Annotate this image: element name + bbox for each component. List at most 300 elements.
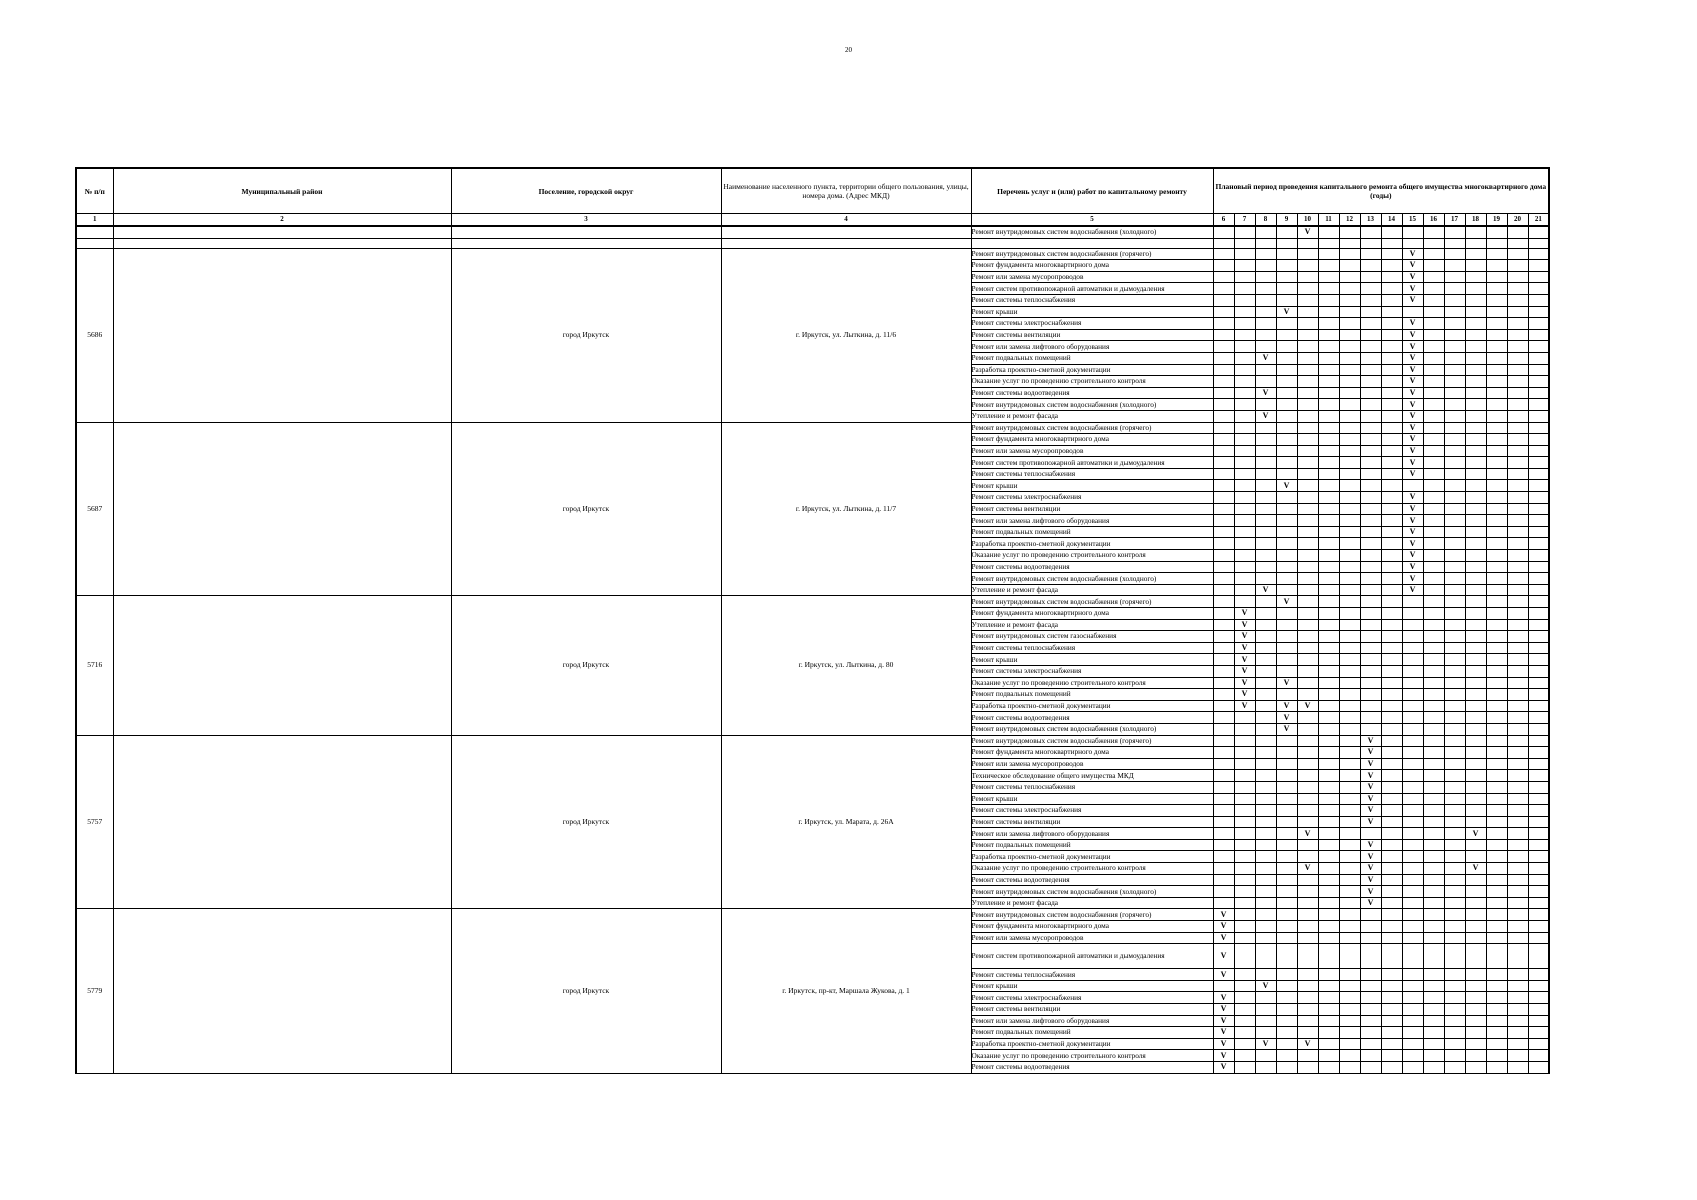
year-cell-9 [1276, 816, 1297, 828]
empty-cell [1339, 238, 1360, 248]
year-cell-7 [1234, 886, 1255, 898]
empty-cell [1234, 238, 1255, 248]
year-cell-20 [1507, 410, 1528, 422]
year-cell-18 [1465, 248, 1486, 260]
year-cell-6 [1213, 712, 1234, 724]
year-cell-14 [1381, 596, 1402, 608]
year-cell-18 [1465, 445, 1486, 457]
year-cell-18 [1465, 468, 1486, 480]
year-cell-14 [1381, 863, 1402, 875]
year-cell-16 [1423, 863, 1444, 875]
year-cell-18 [1465, 619, 1486, 631]
year-cell-16 [1423, 492, 1444, 504]
year-cell-16 [1423, 969, 1444, 981]
year-cell-8 [1255, 445, 1276, 457]
work-item: Ремонт внутридомовых систем водоснабжения (горячего) [971, 248, 1213, 260]
year-cell-20 [1507, 526, 1528, 538]
year-cell-14 [1381, 584, 1402, 596]
year-cell-6 [1213, 980, 1234, 992]
empty-cell [1486, 238, 1507, 248]
empty-cell [1381, 238, 1402, 248]
year-cell-7 [1234, 980, 1255, 992]
year-cell-19 [1486, 805, 1507, 817]
table-row [76, 735, 1549, 747]
year-cell-7: V [1234, 608, 1255, 620]
year-cell-21 [1528, 619, 1549, 631]
year-cell-19 [1486, 992, 1507, 1004]
year-cell-13 [1360, 689, 1381, 701]
year-cell-17 [1444, 805, 1465, 817]
year-cell-14 [1381, 932, 1402, 944]
year-cell-9 [1276, 1027, 1297, 1039]
year-cell-15: V [1402, 248, 1423, 260]
empty-cell [1360, 238, 1381, 248]
work-item: Ремонт крыши [971, 306, 1213, 318]
year-cell-13 [1360, 226, 1381, 238]
table-row [76, 596, 1549, 608]
year-cell-9 [1276, 561, 1297, 573]
municipal-district-cell [113, 422, 451, 596]
year-cell-19 [1486, 781, 1507, 793]
year-cell-17 [1444, 677, 1465, 689]
year-cell-17 [1444, 816, 1465, 828]
empty-cell [451, 226, 721, 238]
year-cell-10 [1297, 969, 1318, 981]
header-works-list: Перечень услуг и (или) работ по капитальному ремонту [971, 168, 1213, 214]
year-cell-21 [1528, 944, 1549, 969]
year-cell-20 [1507, 596, 1528, 608]
year-cell-18 [1465, 399, 1486, 411]
year-cell-12 [1339, 793, 1360, 805]
year-cell-10 [1297, 341, 1318, 353]
year-cell-12 [1339, 863, 1360, 875]
work-item: Ремонт или замена мусоропроводов [971, 932, 1213, 944]
year-cell-15: V [1402, 387, 1423, 399]
year-cell-16 [1423, 608, 1444, 620]
year-cell-17 [1444, 619, 1465, 631]
year-cell-19 [1486, 364, 1507, 376]
year-cell-12 [1339, 944, 1360, 969]
year-cell-10 [1297, 921, 1318, 933]
work-item: Ремонт внутридомовых систем водоснабжения (горячего) [971, 735, 1213, 747]
year-cell-10 [1297, 992, 1318, 1004]
year-cell-20 [1507, 932, 1528, 944]
year-cell-12 [1339, 874, 1360, 886]
year-cell-18 [1465, 434, 1486, 446]
year-cell-6 [1213, 248, 1234, 260]
year-cell-7 [1234, 897, 1255, 909]
year-cell-7 [1234, 260, 1255, 272]
year-cell-13 [1360, 1004, 1381, 1016]
work-item: Оказание услуг по проведению строительного контроля [971, 1050, 1213, 1062]
year-cell-13 [1360, 992, 1381, 1004]
year-cell-8 [1255, 271, 1276, 283]
year-cell-20 [1507, 909, 1528, 921]
year-cell-16 [1423, 932, 1444, 944]
year-cell-10 [1297, 329, 1318, 341]
year-cell-8 [1255, 503, 1276, 515]
year-cell-8 [1255, 619, 1276, 631]
year-cell-19 [1486, 1061, 1507, 1073]
year-cell-16 [1423, 538, 1444, 550]
column-number: 10 [1297, 214, 1318, 227]
year-cell-14 [1381, 828, 1402, 840]
year-cell-11 [1318, 550, 1339, 562]
year-cell-21 [1528, 561, 1549, 573]
year-cell-10 [1297, 677, 1318, 689]
year-cell-17 [1444, 839, 1465, 851]
year-cell-19 [1486, 712, 1507, 724]
year-cell-9 [1276, 399, 1297, 411]
year-cell-13 [1360, 445, 1381, 457]
year-cell-19 [1486, 816, 1507, 828]
year-cell-20 [1507, 969, 1528, 981]
year-cell-17 [1444, 863, 1465, 875]
year-cell-15: V [1402, 538, 1423, 550]
year-cell-6: V [1213, 1038, 1234, 1050]
year-cell-13 [1360, 503, 1381, 515]
year-cell-12 [1339, 992, 1360, 1004]
year-cell-7 [1234, 434, 1255, 446]
year-cell-16 [1423, 735, 1444, 747]
year-cell-10 [1297, 260, 1318, 272]
year-cell-9 [1276, 980, 1297, 992]
year-cell-18 [1465, 306, 1486, 318]
year-cell-8 [1255, 329, 1276, 341]
year-cell-18 [1465, 700, 1486, 712]
year-cell-11 [1318, 352, 1339, 364]
year-cell-9 [1276, 619, 1297, 631]
year-cell-9 [1276, 897, 1297, 909]
work-item: Разработка проектно-сметной документации [971, 700, 1213, 712]
year-cell-19 [1486, 747, 1507, 759]
year-cell-16 [1423, 747, 1444, 759]
year-cell-7 [1234, 376, 1255, 388]
year-cell-21 [1528, 468, 1549, 480]
year-cell-9 [1276, 573, 1297, 585]
column-number: 6 [1213, 214, 1234, 227]
year-cell-6 [1213, 735, 1234, 747]
year-cell-21 [1528, 515, 1549, 527]
year-cell-15 [1402, 700, 1423, 712]
year-cell-21 [1528, 550, 1549, 562]
year-cell-20 [1507, 619, 1528, 631]
year-cell-15 [1402, 619, 1423, 631]
year-cell-13: V [1360, 805, 1381, 817]
work-item: Ремонт системы вентиляции [971, 503, 1213, 515]
year-cell-14 [1381, 526, 1402, 538]
year-cell-19 [1486, 457, 1507, 469]
year-cell-21 [1528, 1015, 1549, 1027]
year-cell-6: V [1213, 992, 1234, 1004]
year-cell-10 [1297, 422, 1318, 434]
year-cell-13 [1360, 665, 1381, 677]
year-cell-17 [1444, 758, 1465, 770]
year-cell-14 [1381, 654, 1402, 666]
year-cell-9 [1276, 1004, 1297, 1016]
year-cell-11 [1318, 596, 1339, 608]
year-cell-19 [1486, 969, 1507, 981]
year-cell-13: V [1360, 781, 1381, 793]
year-cell-19 [1486, 619, 1507, 631]
year-cell-8 [1255, 758, 1276, 770]
year-cell-10 [1297, 897, 1318, 909]
year-cell-11 [1318, 584, 1339, 596]
year-cell-16 [1423, 387, 1444, 399]
empty-cell [1402, 238, 1423, 248]
year-cell-16 [1423, 851, 1444, 863]
year-cell-14 [1381, 805, 1402, 817]
year-cell-15: V [1402, 457, 1423, 469]
empty-cell [113, 238, 451, 248]
year-cell-18 [1465, 515, 1486, 527]
page-number: 20 [845, 46, 852, 54]
year-cell-11 [1318, 619, 1339, 631]
empty-cell [1465, 238, 1486, 248]
year-cell-17 [1444, 526, 1465, 538]
year-cell-8: V [1255, 584, 1276, 596]
year-cell-11 [1318, 1015, 1339, 1027]
year-cell-15 [1402, 677, 1423, 689]
empty-cell [1255, 238, 1276, 248]
year-cell-7: V [1234, 642, 1255, 654]
year-cell-20 [1507, 561, 1528, 573]
year-cell-12 [1339, 654, 1360, 666]
year-cell-6 [1213, 805, 1234, 817]
year-cell-13 [1360, 723, 1381, 735]
year-cell-6 [1213, 851, 1234, 863]
year-cell-20 [1507, 689, 1528, 701]
year-cell-13 [1360, 526, 1381, 538]
year-cell-8 [1255, 608, 1276, 620]
year-cell-19 [1486, 642, 1507, 654]
year-cell-11 [1318, 863, 1339, 875]
year-cell-12 [1339, 445, 1360, 457]
year-cell-15 [1402, 1004, 1423, 1016]
year-cell-20 [1507, 387, 1528, 399]
year-cell-21 [1528, 538, 1549, 550]
header-planned-period: Плановый период проведения капитального ремонта общего имущества многоквартирного дома (годы) [1213, 168, 1549, 214]
year-cell-21 [1528, 1038, 1549, 1050]
year-cell-14 [1381, 921, 1402, 933]
year-cell-21 [1528, 364, 1549, 376]
year-cell-21 [1528, 689, 1549, 701]
year-cell-17 [1444, 364, 1465, 376]
year-cell-19 [1486, 770, 1507, 782]
year-cell-9 [1276, 805, 1297, 817]
year-cell-7 [1234, 712, 1255, 724]
year-cell-12 [1339, 387, 1360, 399]
year-cell-14 [1381, 1015, 1402, 1027]
year-cell-21 [1528, 700, 1549, 712]
year-cell-11 [1318, 677, 1339, 689]
year-cell-20 [1507, 480, 1528, 492]
year-cell-7 [1234, 480, 1255, 492]
empty-cell [1276, 238, 1297, 248]
year-cell-10 [1297, 723, 1318, 735]
year-cell-21 [1528, 399, 1549, 411]
year-cell-19 [1486, 665, 1507, 677]
year-cell-17 [1444, 921, 1465, 933]
work-item: Утепление и ремонт фасада [971, 619, 1213, 631]
year-cell-13 [1360, 980, 1381, 992]
year-cell-15 [1402, 828, 1423, 840]
year-cell-8 [1255, 573, 1276, 585]
year-cell-15: V [1402, 271, 1423, 283]
year-cell-8 [1255, 596, 1276, 608]
year-cell-16 [1423, 909, 1444, 921]
year-cell-6 [1213, 492, 1234, 504]
year-cell-10 [1297, 758, 1318, 770]
year-cell-18 [1465, 271, 1486, 283]
year-cell-19 [1486, 596, 1507, 608]
year-cell-9 [1276, 248, 1297, 260]
column-number: 12 [1339, 214, 1360, 227]
year-cell-9 [1276, 271, 1297, 283]
year-cell-13: V [1360, 863, 1381, 875]
year-cell-11 [1318, 944, 1339, 969]
year-cell-6: V [1213, 909, 1234, 921]
year-cell-14 [1381, 445, 1402, 457]
year-cell-16 [1423, 1027, 1444, 1039]
column-number: 14 [1381, 214, 1402, 227]
year-cell-7 [1234, 352, 1255, 364]
year-cell-17 [1444, 480, 1465, 492]
year-cell-21 [1528, 897, 1549, 909]
year-cell-16 [1423, 770, 1444, 782]
year-cell-12 [1339, 260, 1360, 272]
year-cell-17 [1444, 874, 1465, 886]
year-cell-21 [1528, 992, 1549, 1004]
year-cell-12 [1339, 828, 1360, 840]
year-cell-16 [1423, 665, 1444, 677]
year-cell-13 [1360, 1038, 1381, 1050]
work-item: Ремонт внутридомовых систем газоснабжения [971, 631, 1213, 643]
year-cell-17 [1444, 1015, 1465, 1027]
year-cell-20 [1507, 793, 1528, 805]
year-cell-7 [1234, 1038, 1255, 1050]
year-cell-9 [1276, 969, 1297, 981]
work-item: Ремонт крыши [971, 980, 1213, 992]
year-cell-17 [1444, 283, 1465, 295]
year-cell-12 [1339, 248, 1360, 260]
year-cell-11 [1318, 886, 1339, 898]
year-cell-13 [1360, 364, 1381, 376]
year-cell-6: V [1213, 1050, 1234, 1062]
year-cell-13 [1360, 260, 1381, 272]
year-cell-13: V [1360, 735, 1381, 747]
year-cell-19 [1486, 260, 1507, 272]
year-cell-14 [1381, 387, 1402, 399]
year-cell-17 [1444, 434, 1465, 446]
column-number: 9 [1276, 214, 1297, 227]
year-cell-20 [1507, 1038, 1528, 1050]
year-cell-19 [1486, 526, 1507, 538]
year-cell-10 [1297, 503, 1318, 515]
year-cell-17 [1444, 306, 1465, 318]
year-cell-21 [1528, 909, 1549, 921]
municipal-district-cell [113, 248, 451, 422]
header-number: № п/п [76, 168, 113, 214]
year-cell-20 [1507, 457, 1528, 469]
year-cell-21 [1528, 387, 1549, 399]
year-cell-21 [1528, 434, 1549, 446]
work-item: Ремонт систем противопожарной автоматики и дымоудаления [971, 457, 1213, 469]
year-cell-7 [1234, 550, 1255, 562]
year-cell-13 [1360, 631, 1381, 643]
year-cell-19 [1486, 897, 1507, 909]
year-cell-17 [1444, 793, 1465, 805]
year-cell-10 [1297, 816, 1318, 828]
year-cell-12 [1339, 503, 1360, 515]
year-cell-9 [1276, 654, 1297, 666]
year-cell-10 [1297, 631, 1318, 643]
year-cell-7 [1234, 1015, 1255, 1027]
year-cell-16 [1423, 689, 1444, 701]
work-item: Техническое обследование общего имущества МКД [971, 770, 1213, 782]
year-cell-15: V [1402, 422, 1423, 434]
year-cell-21 [1528, 480, 1549, 492]
work-item: Ремонт или замена лифтового оборудования [971, 515, 1213, 527]
year-cell-12 [1339, 921, 1360, 933]
year-cell-7 [1234, 399, 1255, 411]
year-cell-11 [1318, 816, 1339, 828]
year-cell-11 [1318, 306, 1339, 318]
year-cell-14 [1381, 468, 1402, 480]
year-cell-11 [1318, 805, 1339, 817]
empty-cell [1528, 238, 1549, 248]
year-cell-19 [1486, 271, 1507, 283]
work-item: Оказание услуг по проведению строительного контроля [971, 863, 1213, 875]
year-cell-6 [1213, 434, 1234, 446]
work-item: Ремонт крыши [971, 480, 1213, 492]
year-cell-21 [1528, 828, 1549, 840]
year-cell-10 [1297, 468, 1318, 480]
year-cell-6 [1213, 665, 1234, 677]
year-cell-16 [1423, 526, 1444, 538]
column-number: 16 [1423, 214, 1444, 227]
year-cell-21 [1528, 318, 1549, 330]
work-item: Ремонт внутридомовых систем водоснабжения (холодного) [971, 723, 1213, 735]
year-cell-6 [1213, 747, 1234, 759]
work-item: Ремонт крыши [971, 654, 1213, 666]
year-cell-12 [1339, 723, 1360, 735]
year-cell-18 [1465, 735, 1486, 747]
year-cell-12 [1339, 561, 1360, 573]
year-cell-11 [1318, 480, 1339, 492]
year-cell-21 [1528, 851, 1549, 863]
work-item: Ремонт внутридомовых систем водоснабжения (горячего) [971, 909, 1213, 921]
year-cell-9 [1276, 387, 1297, 399]
year-cell-14 [1381, 283, 1402, 295]
year-cell-20 [1507, 1050, 1528, 1062]
row-number: 5687 [76, 422, 113, 596]
year-cell-10 [1297, 515, 1318, 527]
year-cell-14 [1381, 538, 1402, 550]
year-cell-12 [1339, 480, 1360, 492]
year-cell-18 [1465, 992, 1486, 1004]
year-cell-10: V [1297, 700, 1318, 712]
year-cell-14 [1381, 874, 1402, 886]
work-item: Ремонт подвальных помещений [971, 352, 1213, 364]
year-cell-6 [1213, 700, 1234, 712]
year-cell-15: V [1402, 445, 1423, 457]
year-cell-12 [1339, 550, 1360, 562]
year-cell-12 [1339, 677, 1360, 689]
year-cell-19 [1486, 387, 1507, 399]
year-cell-13 [1360, 584, 1381, 596]
year-cell-7 [1234, 306, 1255, 318]
